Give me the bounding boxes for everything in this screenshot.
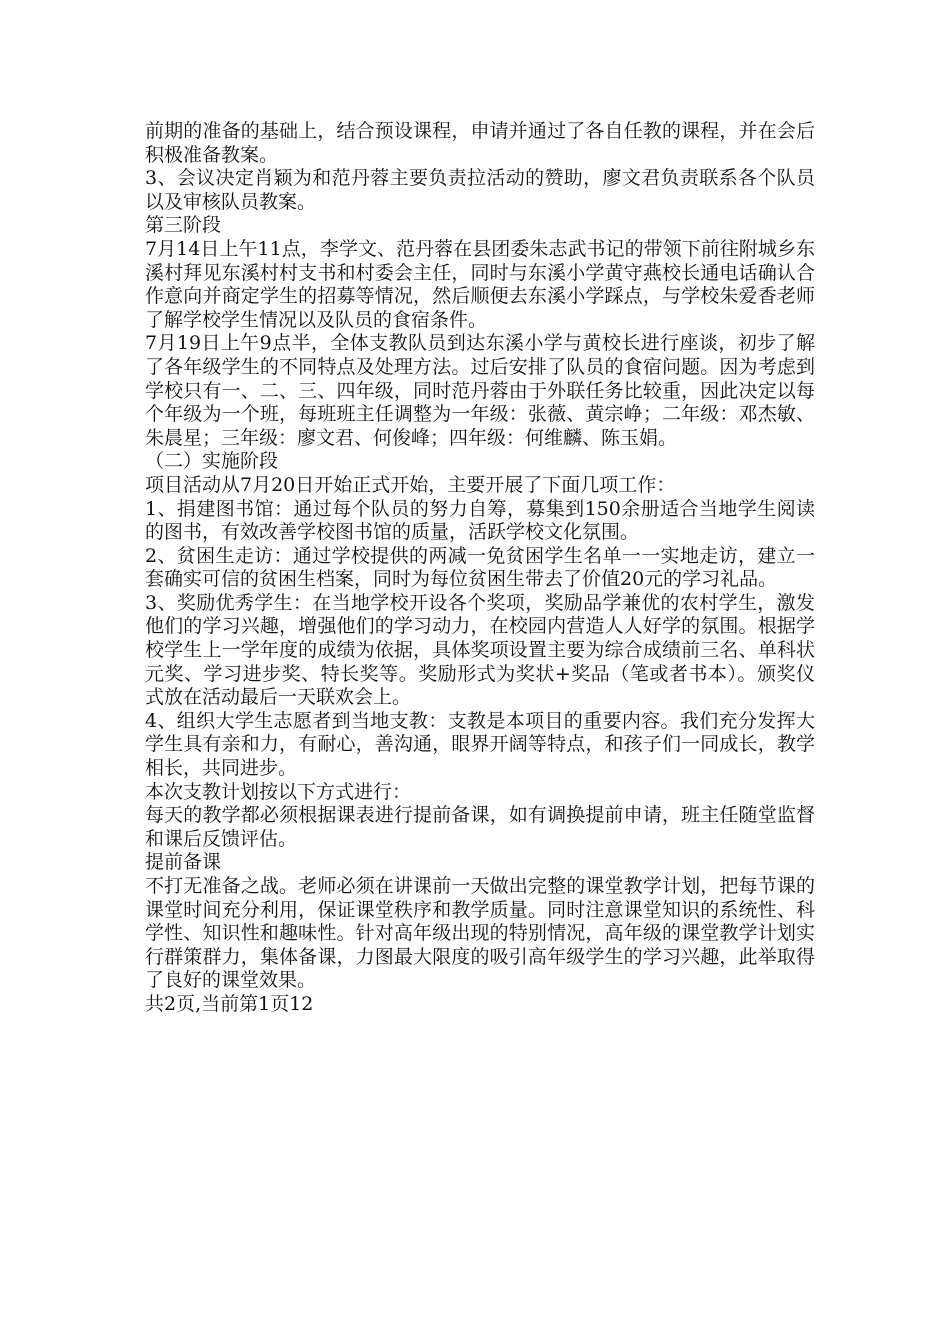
paragraph-10: 本次支教计划按以下方式进行： xyxy=(145,780,412,803)
paragraph-11: 每天的教学都必须根据课表进行提前备课，如有调换提前申请，班主任随堂监督和课后反馈评估。 xyxy=(145,804,815,850)
paragraph-1: 前期的准备的基础上，结合预设课程，申请并通过了各自任教的课程，并在会后积极准备教案。 xyxy=(145,120,815,166)
paragraph-8: 3、奖励优秀学生：在当地学校开设各个奖项，奖励品学兼优的农村学生，激发他们的学习兴趣，增强他们的学习动力，在校园内营造人人好学的氛围。根据学校学生上一学年度的成绩为依据，具体奖项设置主要为综合成绩前三名、单科状元奖、学习进步奖、特长奖等。奖励形式为奖状+奖品（笔或者书本）。颁奖仪式放在活动最后一天联欢会上。 xyxy=(145,591,815,709)
paragraph-4: 7月19日上午9点半，全体支教队员到达东溪小学与黄校长进行座谈，初步了解了各年级学生的不同特点及处理方法。过后安排了队员的食宿问题。因为考虑到学校只有一、二、三、四年级，同时范丹蓉由于外联任务比较重，因此决定以每个年级为一个班，每班班主任调整为一年级：张薇、黄宗峥；二年级：邓杰敏、朱晨星；三年级：廖文君、何俊峰；四年级：何维麟、陈玉娟。 xyxy=(145,332,815,449)
paragraph-9: 4、组织大学生志愿者到当地支教：支教是本项目的重要内容。我们充分发挥大学生具有亲和力，有耐心，善沟通，眼界开阔等特点，和孩子们一同成长，教学相长，共同进步。 xyxy=(145,709,815,780)
section-heading-stage-3: 第三阶段 xyxy=(145,214,222,237)
paragraph-12: 不打无准备之战。老师必须在讲课前一天做出完整的课堂教学计划，把每节课的课堂时间充分利用，保证课堂秩序和教学质量。同时注意课堂知识的系统性、科学性、知识性和趣味性。针对高年级出现的特别情况，高年级的课堂教学计划实行群策群力，集体备课，力图最大限度的吸引高年级学生的学习兴趣，此举取得了良好的课堂效果。 xyxy=(145,875,815,992)
paragraph-3: 7月14日上午11点，李学文、范丹蓉在县团委朱志武书记的带领下前往附城乡东溪村拜见东溪村村支书和村委会主任，同时与东溪小学黄守燕校长通电话确认合作意向并商定学生的招募等情况，然后顺便去东溪小学踩点，与学校朱爱香老师了解学校学生情况以及队员的食宿条件。 xyxy=(145,237,815,331)
paragraph-6: 1、捐建图书馆：通过每个队员的努力自筹，募集到150余册适合当地学生阅读的图书，有效改善学校图书馆的质量，活跃学校文化氛围。 xyxy=(145,497,815,544)
section-heading-prep: 提前备课 xyxy=(145,851,222,874)
section-heading-implementation: （二）实施阶段 xyxy=(145,450,279,473)
paragraph-5: 项目活动从7月20日开始正式开始，主要开展了下面几项工作： xyxy=(145,473,676,496)
paragraph-7: 2、贫困生走访：通过学校提供的两减一免贫困学生名单一一实地走访，建立一套确实可信的贫困生档案，同时为每位贫困生带去了价值20元的学习礼品。 xyxy=(145,544,815,591)
paragraph-2: 3、会议决定肖颖为和范丹蓉主要负责拉活动的赞助，廖文君负责联系各个队员以及审核队员教案。 xyxy=(145,167,815,213)
document-body xyxy=(145,120,815,1017)
page-footer: 共2页,当前第1页12 xyxy=(145,992,314,1015)
